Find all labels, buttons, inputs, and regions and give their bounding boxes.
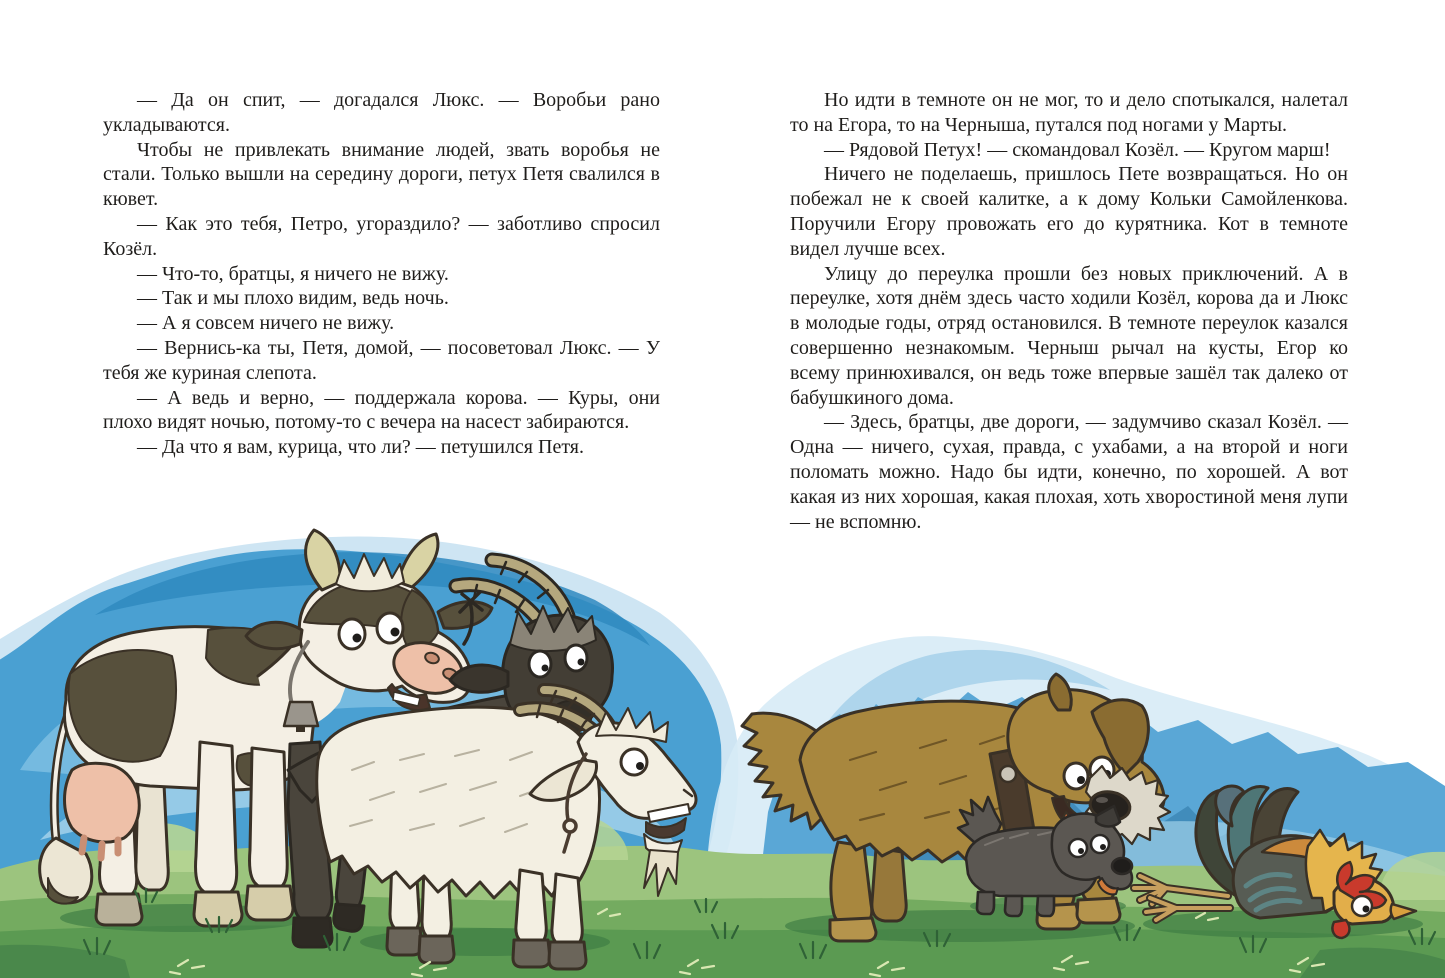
paragraph: — Так и мы плохо видим, ведь ночь. <box>137 287 449 310</box>
cow-front-hoof2 <box>246 886 293 920</box>
small-dog-leg2 <box>1005 896 1022 916</box>
small-dog-leg1 <box>977 892 994 914</box>
left-page-text <box>103 88 660 460</box>
rooster-eye <box>1352 896 1372 916</box>
cow-eye-right <box>377 613 403 643</box>
paragraph: — А я совсем ничего не вижу. <box>137 312 395 335</box>
white-goat-hindhoof2 <box>419 936 454 963</box>
paragraph: — Что-то, братцы, я ничего не вижу. <box>137 262 449 285</box>
small-dog-eye-right <box>1091 835 1109 853</box>
cow-bell-clapper <box>296 726 305 732</box>
big-dog-hindpaw1 <box>830 918 876 941</box>
big-dog-hindleg1 <box>831 842 872 926</box>
cow-bell <box>284 702 318 726</box>
small-dog-pupil-left <box>1078 848 1084 854</box>
big-dog-frontpaw2 <box>1077 898 1120 923</box>
paragraph: — Как это тебя, Петро, угораздило? — заботливо спросил Козёл. <box>103 212 660 260</box>
white-goat-frontleg2 <box>552 874 582 946</box>
cow-pupil-left <box>353 634 362 643</box>
cow-eye-left <box>339 619 365 649</box>
paragraph: Ничего не поделаешь, пришлось Пете возвращаться. Но он побежал не к своей калитке, а к дому Кольки Самойленкова. Поручили Егору провожать его до курятника. Кот в темноте видел лучше всех. <box>790 163 1348 260</box>
big-dog-eye-left <box>1064 763 1088 789</box>
paragraph: — Да он спит, — догадался Люкс. — Воробьи рано укладываются. <box>103 89 660 136</box>
dark-goat-eye-left <box>529 651 551 677</box>
paragraph: Улицу до переулка прошли без новых приключений. А в переулке, хотя днём здесь часто ходили Козёл, корова да и Люкс в молодые годы, отряд остановился. В темноте переулок казался совершенно незнакомым. Черныш рычал на кусты, Егор ко всему принюхивался, он ведь тоже впервые зашёл так далеко от бабушкиного дома. <box>790 262 1348 409</box>
paragraph: — А ведь и верно, — поддержала корова. — Куры, они плохо видят ночью, потому-то с вечера на насест забираются. <box>103 386 660 434</box>
dark-goat-eye-right <box>565 645 587 671</box>
paragraph: Чтобы не привлекать внимание людей, звать воробья не стали. Только вышли на середину дороги, петух Петя свалился в кювет. <box>103 138 660 211</box>
paragraph: Но идти в темноте он не мог, то и дело спотыкался, налетал то на Егора, то на Черныша, путался под ногами у Марты. <box>790 89 1348 136</box>
white-goat-pupil <box>636 762 644 770</box>
big-dog-pupil-left <box>1077 776 1085 784</box>
rooster-pupil <box>1363 906 1370 913</box>
big-dog-nose-shine <box>1096 797 1108 803</box>
small-dog-pupil-right <box>1100 844 1106 850</box>
cow-udder <box>65 763 140 842</box>
big-dog-collar-buckle <box>1000 766 1016 782</box>
white-goat-fronthoof1 <box>513 940 550 967</box>
cow-front-leg2 <box>250 748 288 888</box>
small-dog-eye-left <box>1069 839 1087 857</box>
white-goat-eye <box>621 749 647 775</box>
cow-front-leg1 <box>196 742 237 894</box>
dark-goat-pupil-right <box>578 659 585 666</box>
paragraph: — Здесь, братцы, две дороги, — задумчиво сказал Козёл. — Одна — ничего, сухая, правда, с ухабами, а на второй и ноги поломать можно. Надо бы идти, конечно, по хорошей. А вот какая из них хорошая, какая плохая, хоть хворостиной меня лупи — не вспомню. <box>790 411 1348 533</box>
dark-goat-pupil-left <box>542 665 549 672</box>
right-page-text <box>790 88 1348 534</box>
dark-goat-hoof2 <box>334 904 364 931</box>
cow-rear-leg2 <box>136 780 168 890</box>
big-dog-hindleg2 <box>872 848 906 921</box>
small-dog-leg3 <box>1037 896 1054 916</box>
white-goat-fronthoof2 <box>549 942 586 969</box>
small-dog-nose <box>1112 858 1132 874</box>
white-goat-frontleg1 <box>516 870 546 944</box>
cow-rear-hoof1 <box>96 894 142 925</box>
white-goat-body <box>317 707 600 898</box>
cow-pupil-right <box>391 628 400 637</box>
white-goat-hindhoof1 <box>387 928 422 955</box>
paragraph: — Да что я вам, курица, что ли? — петушился Петя. <box>137 436 584 459</box>
rooster-wattle <box>1332 920 1349 938</box>
paragraph: — Вернись-ка ты, Петя, домой, — посоветовал Люкс. — У тебя же куриная слепота. <box>103 336 660 384</box>
paragraph: — Рядовой Петух! — скомандовал Козёл. — Кругом марш! <box>824 138 1331 161</box>
